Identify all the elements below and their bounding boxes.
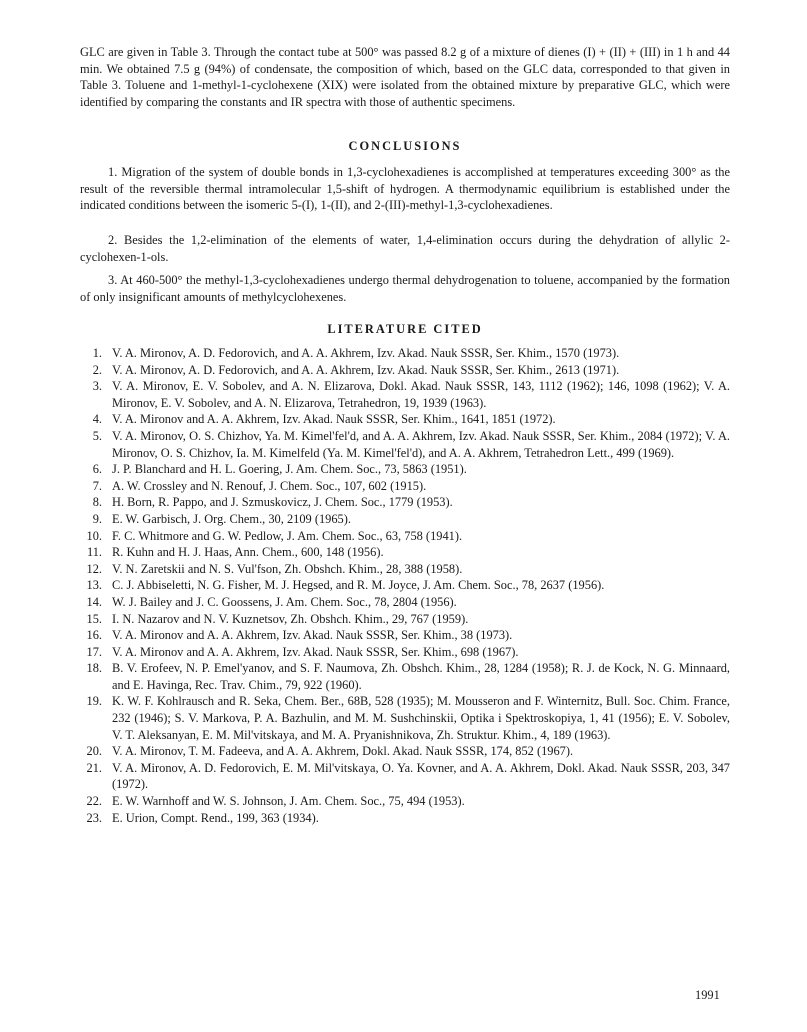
reference-item [80,378,730,411]
reference-text: J. P. Blanchard and H. L. Goering, J. Am. Chem. Soc., 73, 5863 (1951). [112,462,467,477]
reference-number: 12. [86,561,102,576]
reference-text: V. A. Mironov, E. V. Sobolev, and A. N. Elizarova, Dokl. Akad. Nauk SSSR, 143, 1112 (1962); 146, 1098 (1962); V. A. Mironov, E. V. Sobolev, and A. N. Elizarova, Tetrahedron, 19, 1939 (1963). [112,379,730,410]
reference-item [80,594,730,611]
literature-heading: LITERATURE CITED [327,322,483,336]
reference-text: K. W. F. Kohlrausch and R. Seka, Chem. Ber., 68B, 528 (1935); M. Mousseron and F. Winternitz, Bull. Soc. Chim. France, 232 (1946); S. V. Markova, P. A. Bazhulin, and M. M. Sushchinskii, Optika i Spektroskopiya, 1, 41 (1956); E. V. Sobolev, V. T. Aleksanyan, E. M. Mil'vitskaya, and M. A. Pryanishnikova, Zh. Struktur. Khim., 4, 189 (1963). [112,694,730,742]
reference-text: V. A. Mironov, A. D. Fedorovich, and A. A. Akhrem, Izv. Akad. Nauk SSSR, Ser. Khim., 2613 (1971). [112,362,620,377]
reference-number: 4. [92,412,102,427]
reference-item [80,810,730,827]
reference-text: V. A. Mironov and A. A. Akhrem, Izv. Akad. Nauk SSSR, Ser. Khim., 38 (1973). [112,628,513,643]
reference-number: 16. [86,628,102,643]
reference-number: 8. [92,495,102,510]
reference-text: B. V. Erofeev, N. P. Emel'yanov, and S. F. Naumova, Zh. Obshch. Khim., 28, 1284 (1958); R. J. de Kock, N. G. Minnaard, and E. Havinga, Rec. Trav. Chim., 79, 922 (1960). [112,661,730,692]
reference-number: 3. [92,379,102,394]
reference-list [80,345,730,826]
page-number: 1991 [695,988,720,1002]
reference-text: V. A. Mironov and A. A. Akhrem, Izv. Akad. Nauk SSSR, Ser. Khim., 1641, 1851 (1972). [112,412,556,427]
reference-item [80,411,730,428]
reference-item [80,760,730,793]
reference-number: 11. [86,545,102,560]
reference-item [80,362,730,379]
reference-number: 1. [92,346,102,360]
reference-number: 17. [86,644,102,659]
reference-item [80,644,730,661]
reference-number: 9. [92,511,102,526]
reference-number: 20. [86,744,102,759]
reference-item [80,693,730,743]
reference-item [80,793,730,810]
reference-item [80,611,730,628]
reference-text: E. W. Garbisch, J. Org. Chem., 30, 2109 (1965). [112,511,351,526]
reference-number: 14. [86,594,102,609]
reference-text: V. A. Mironov and A. A. Akhrem, Izv. Akad. Nauk SSSR, Ser. Khim., 698 (1967). [112,644,519,659]
reference-text: V. N. Zaretskii and N. S. Vul'fson, Zh. Obshch. Khim., 28, 388 (1958). [112,561,463,576]
reference-number: 22. [86,794,102,809]
reference-item [80,660,730,693]
reference-number: 6. [92,462,102,477]
reference-text: F. C. Whitmore and G. W. Pedlow, J. Am. Chem. Soc., 63, 758 (1941). [112,528,463,543]
reference-number: 23. [86,810,102,825]
reference-text: V. A. Mironov, T. M. Fadeeva, and A. A. Akhrem, Dokl. Akad. Nauk SSSR, 174, 852 (1967). [112,744,574,759]
reference-text: C. J. Abbiseletti, N. G. Fisher, M. J. Hegsed, and R. M. Joyce, J. Am. Chem. Soc., 78, 2637 (1956). [112,578,605,593]
reference-number: 15. [86,611,102,626]
reference-item [80,428,730,461]
reference-text: A. W. Crossley and N. Renouf, J. Chem. Soc., 107, 602 (1915). [112,478,427,493]
reference-number: 21. [86,760,102,775]
reference-item [80,494,730,511]
reference-text: I. N. Nazarov and N. V. Kuznetsov, Zh. Obshch. Khim., 29, 767 (1959). [112,611,469,626]
conclusion-item: 2. Besides the 1,2-elimination of the elements of water, 1,4-elimination occurs during the dehydration of allylic 2-cyclohexen-1-ols. [80,233,730,264]
reference-item [80,561,730,578]
reference-item [80,345,730,362]
reference-text: V. A. Mironov, O. S. Chizhov, Ya. M. Kimel'fel'd, and A. A. Akhrem, Izv. Akad. Nauk SSSR, Ser. Khim., 2084 (1972); V. A. Mironov, O. S. Chizhov, Ia. M. Kimelfeld (Ya. M. Kimel'fel'd), and A. A. Akhrem, Tetrahedron Lett., 499 (1969). [112,428,730,460]
reference-number: 18. [86,661,102,676]
reference-item [80,461,730,478]
conclusion-item: 1. Migration of the system of double bonds in 1,3-cyclohexadienes is accomplished at temperatures exceeding 300° as the result of the reversible thermal intramolecular 1,5-shift of hydrogen. A thermodynamic equilibrium is established under the indicated conditions between the isomeric 5-(I), 1-(II), and 2-(III)-methyl-1,3-cyclohexadienes. [80,165,730,213]
reference-item [80,627,730,644]
reference-number: 2. [92,362,102,377]
reference-text: E. Urion, Compt. Rend., 199, 363 (1934). [112,810,319,825]
reference-number: 19. [86,694,102,709]
reference-text: W. J. Bailey and J. C. Goossens, J. Am. Chem. Soc., 78, 2804 (1956). [112,594,457,609]
conclusion-item: 3. At 460-500° the methyl-1,3-cyclohexadienes undergo thermal dehydrogenation to toluene, accompanied by the formation of only insignificant amounts of methylcyclohexenes. [80,273,730,304]
intro-paragraph: GLC are given in Table 3. Through the contact tube at 500° was passed 8.2 g of a mixture of dienes (I) + (II) + (III) in 1 h and 44 min. We obtained 7.5 g (94%) of condensate, the composition of which, based on the GLC data, corresponded to that given in Table 3. Toluene and 1-methyl-1-cyclohexene (XIX) were isolated from the obtained mixture by preparative GLC, which were identified by comparing the constants and IR spectra with those of authentic specimens. [80,45,730,109]
reference-item [80,511,730,528]
reference-number: 10. [86,528,102,543]
reference-number: 7. [92,478,102,493]
reference-item [80,528,730,545]
conclusions-heading: CONCLUSIONS [348,139,462,153]
reference-number: 5. [92,428,102,443]
reference-text: V. A. Mironov, A. D. Fedorovich, and A. A. Akhrem, Izv. Akad. Nauk SSSR, Ser. Khim., 1570 (1973). [112,346,620,360]
reference-item [80,743,730,760]
reference-text: H. Born, R. Pappo, and J. Szmuskovicz, J. Chem. Soc., 1779 (1953). [112,495,453,510]
reference-text: R. Kuhn and H. J. Haas, Ann. Chem., 600, 148 (1956). [112,545,384,560]
reference-item [80,544,730,561]
reference-text: E. W. Warnhoff and W. S. Johnson, J. Am. Chem. Soc., 75, 494 (1953). [112,794,465,809]
reference-item [80,478,730,495]
reference-number: 13. [86,578,102,593]
reference-text: V. A. Mironov, A. D. Fedorovich, E. M. Mil'vitskaya, O. Ya. Kovner, and A. A. Akhrem, Dokl. Akad. Nauk SSSR, 203, 347 (1972). [112,760,730,792]
reference-item [80,577,730,594]
